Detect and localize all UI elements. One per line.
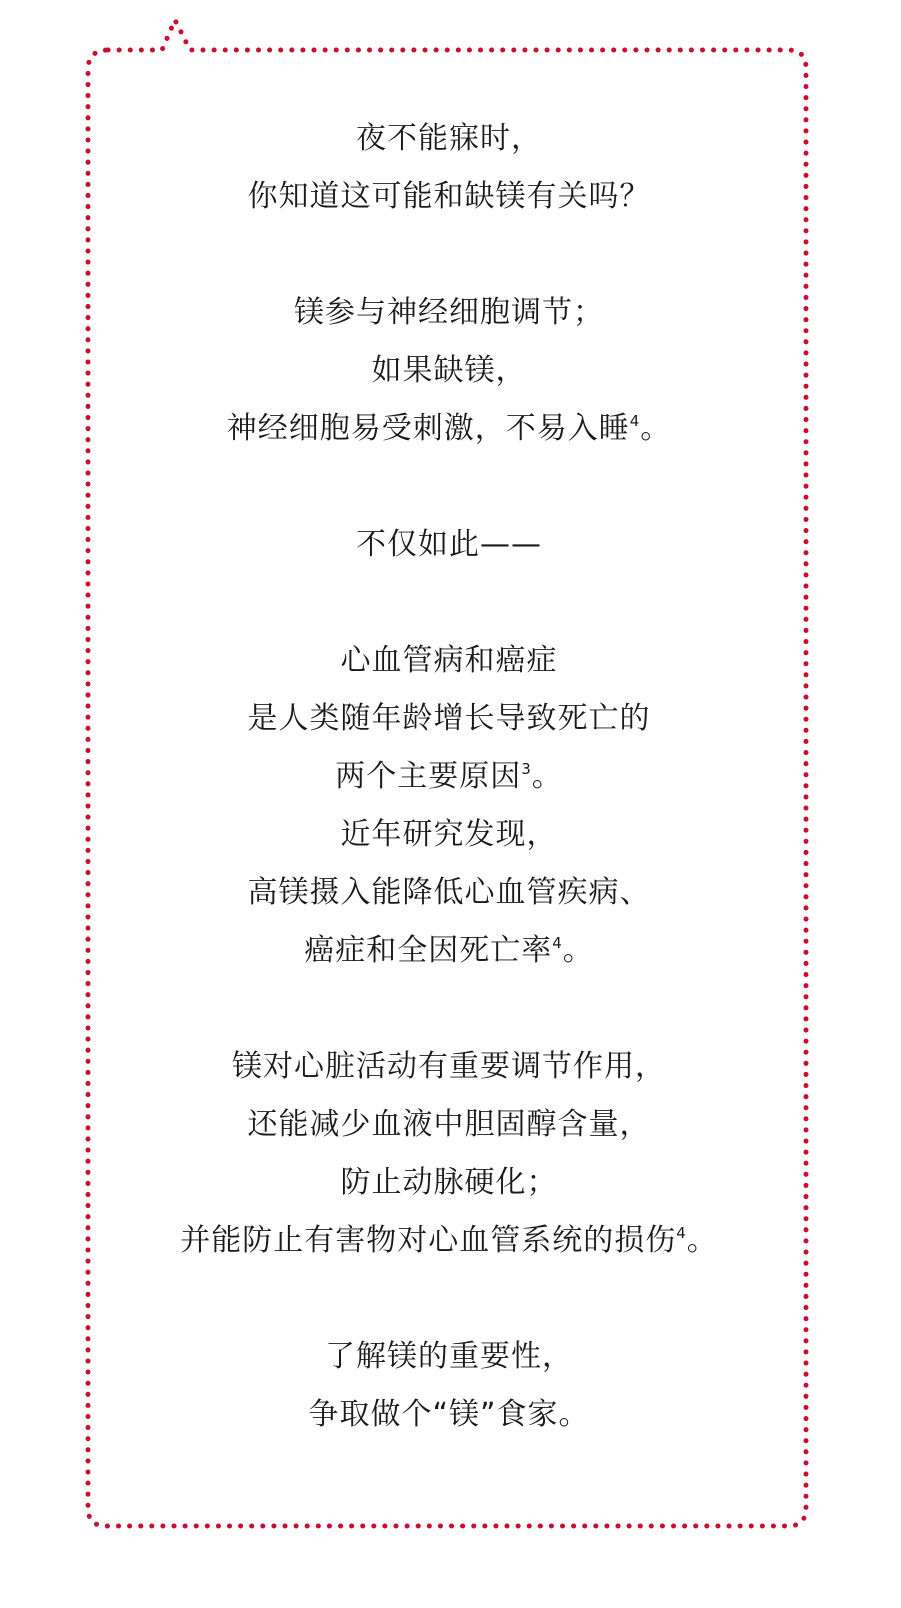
paragraph-1 <box>92 110 806 226</box>
text-line: 争取做个“镁”食家。 <box>308 1397 590 1432</box>
text-line: 两个主要原因$^3$。 <box>335 759 563 794</box>
text-line: 夜不能寐时， <box>356 121 542 156</box>
text-line: 了解镁的重要性， <box>325 1339 573 1374</box>
text-line: 你知道这可能和缺镁有关吗？ <box>247 179 651 214</box>
text-line: 并能防止有害物对心血管系统的损伤$^4$。 <box>180 1223 718 1258</box>
footnote-ref: 4 <box>629 412 641 430</box>
text-line: 癌症和全因死亡率$^4$。 <box>304 933 594 968</box>
footnote-ref: 3 <box>521 760 532 778</box>
paragraph-2 <box>92 284 806 458</box>
text-line: 防止动脉硬化； <box>340 1165 558 1200</box>
paragraph-3 <box>92 516 806 574</box>
text-line: 还能减少血液中胆固醇含量， <box>247 1107 651 1142</box>
text-line: 是人类随年龄增长导致死亡的 <box>247 701 651 736</box>
text-line: 不仅如此—— <box>356 527 542 562</box>
text-line: 如果缺镁， <box>371 353 527 388</box>
footnote-ref: 4 <box>552 934 563 952</box>
text-line: 心血管病和癌症 <box>340 643 558 678</box>
paragraph-6 <box>92 1328 806 1444</box>
footnote-ref: 4 <box>676 1224 687 1242</box>
text-line: 高镁摄入能降低心血管疾病、 <box>247 875 651 910</box>
text-line: 近年研究发现， <box>340 817 558 852</box>
text-line: 镁参与神经细胞调节； <box>294 295 604 330</box>
text-line: 镁对心脏活动有重要调节作用， <box>232 1049 666 1084</box>
paragraph-5 <box>92 1038 806 1270</box>
text-line: 神经细胞易受刺激，不易入睡$^4$。 <box>226 411 672 446</box>
paragraph-4 <box>92 632 806 980</box>
article-text <box>92 110 806 1444</box>
